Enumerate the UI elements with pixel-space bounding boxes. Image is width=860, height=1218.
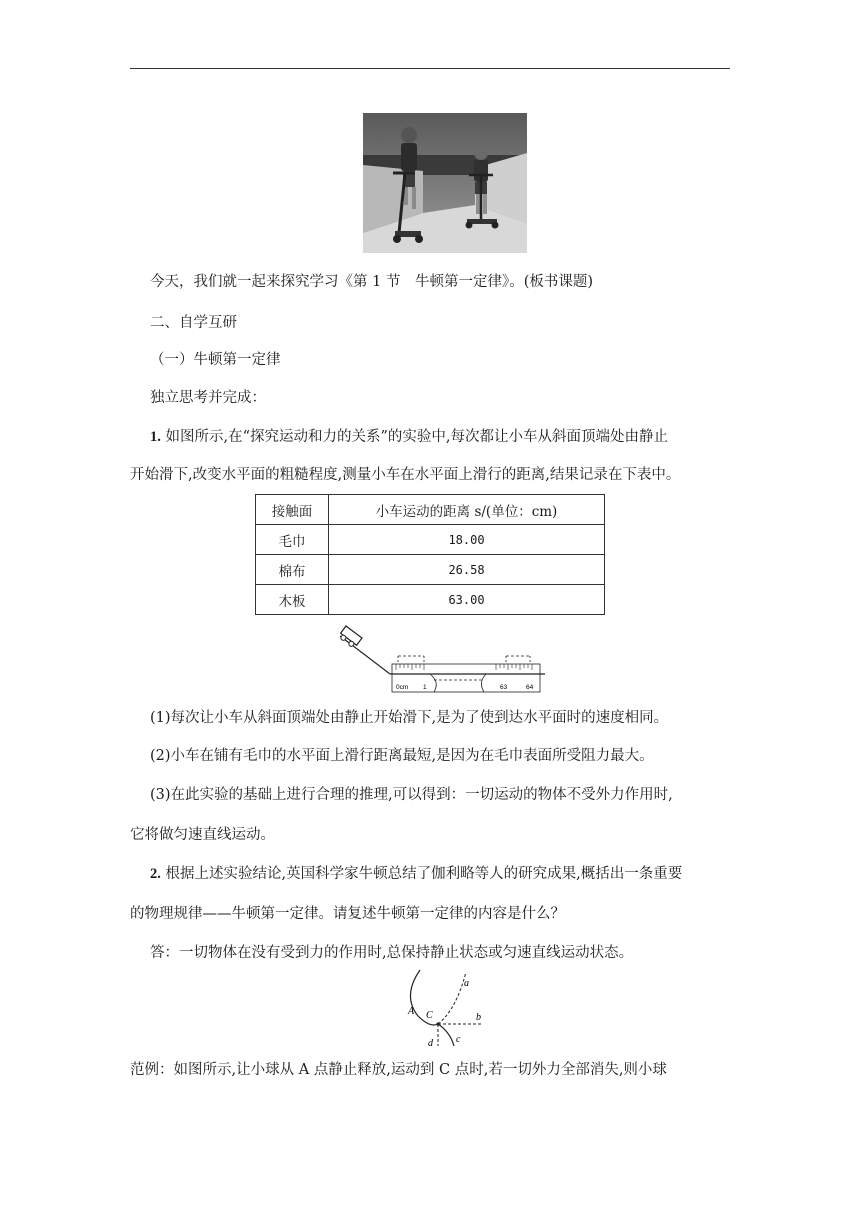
example-line: 范例：如图所示,让小球从 A 点静止释放,运动到 C 点时,若一切外力全部消失,则小球 (130, 1062, 667, 1078)
task-instruction: 独立思考并完成： (150, 390, 266, 406)
answer-3-line-1: (3)在此实验的基础上进行合理的推理,可以得到：一切运动的物体不受外力作用时, (150, 787, 673, 803)
table-cell: 26.58 (329, 555, 605, 585)
path-label-d: d (428, 1038, 433, 1048)
table-row (256, 585, 605, 615)
answer-3-line-2: 它将做匀速直线运动。 (130, 827, 275, 843)
question-2-number: 2. (150, 866, 161, 882)
question-2-text: 根据上述实验结论,英国科学家牛顿总结了伽利略等人的研究成果,概括出一条重要 (160, 866, 683, 882)
path-label-a: a (464, 978, 469, 989)
answer-2: (2)小车在铺有毛巾的水平面上滑行距离最短,是因为在毛巾表面所受阻力最大。 (150, 748, 654, 764)
table-header-cell: 接触面 (256, 495, 329, 525)
intro-line: 今天，我们就一起来探究学习《第 1 节 牛顿第一定律》。(板书课题) (150, 274, 594, 290)
path-label-c: c (456, 1034, 461, 1045)
table-cell: 18.00 (329, 525, 605, 555)
point-label-c: C (426, 1010, 433, 1021)
subsection-heading: （一）牛顿第一定律 (150, 352, 281, 368)
answer-1: (1)每次让小车从斜面顶端处由静止开始滑下,是为了使到达水平面时的速度相同。 (150, 710, 669, 726)
ball-path-diagram (398, 966, 490, 1048)
ruler-label: 63 (500, 684, 508, 691)
table-row (256, 555, 605, 585)
question-2-line-2: 的物理规律——牛顿第一定律。请复述牛顿第一定律的内容是什么？ (130, 906, 565, 922)
table-cell: 毛巾 (256, 525, 329, 555)
question-1-text: 如图所示,在“探究运动和力的关系”的实验中,每次都让小车从斜面顶端处由静止 (160, 429, 669, 445)
distance-table (255, 494, 605, 615)
scooter-kids-photo (363, 113, 527, 253)
cart-icon (340, 626, 362, 649)
answer-newton-law: 答：一切物体在没有受到力的作用时,总保持静止状态或匀速直线运动状态。 (150, 945, 634, 961)
point-label-a-upper: A (408, 1006, 415, 1017)
incline-ruler-diagram (340, 620, 550, 696)
path-label-b: b (476, 1012, 481, 1023)
ruler-label: 0cm (396, 684, 409, 691)
table-header-cell: 小车运动的距离 s/(单位：cm) (329, 495, 605, 525)
ruler-label: 64 (526, 684, 534, 691)
question-1-line-1 (150, 427, 755, 447)
question-1-line-2: 开始滑下,改变水平面的粗糙程度,测量小车在水平面上滑行的距离,结果记录在下表中。 (130, 467, 681, 483)
section-heading: 二、自学互研 (150, 315, 237, 331)
question-2-line-1 (150, 864, 755, 884)
ruler-label: 1 (423, 684, 427, 691)
table-cell: 木板 (256, 585, 329, 615)
table-row (256, 525, 605, 555)
table-cell: 63.00 (329, 585, 605, 615)
table-cell: 棉布 (256, 555, 329, 585)
table-header-row (256, 495, 605, 525)
question-1-number: 1. (150, 429, 161, 445)
header-rule (130, 68, 730, 69)
